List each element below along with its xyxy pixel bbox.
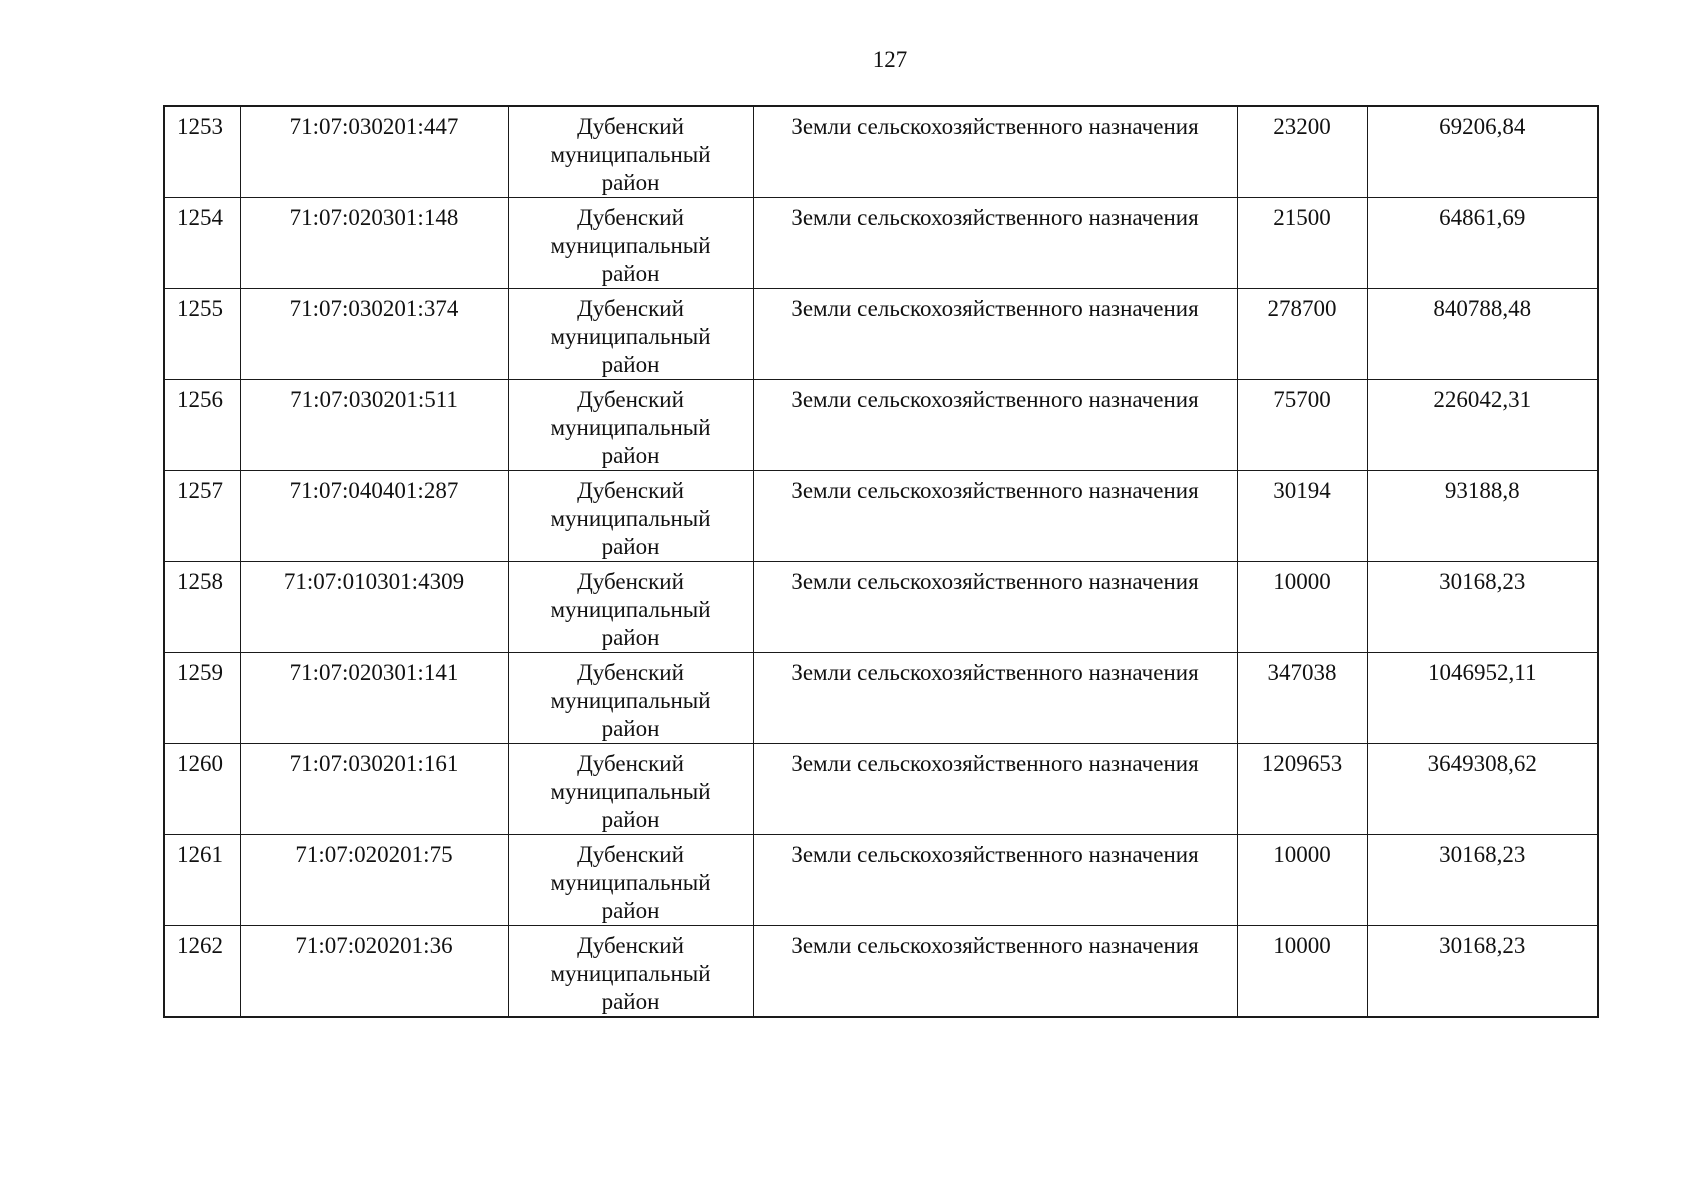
row-number-cell: 1254 — [164, 198, 240, 289]
row-number-cell: 1261 — [164, 835, 240, 926]
district-line: муниципальный — [550, 324, 711, 349]
row-number-cell: 1259 — [164, 653, 240, 744]
row-number-cell: 1255 — [164, 289, 240, 380]
row-number-cell: 1257 — [164, 471, 240, 562]
cadastral-value-cell: 840788,48 — [1367, 289, 1598, 380]
table-row — [164, 106, 1598, 198]
table-body — [164, 106, 1598, 1017]
row-number-cell: 1258 — [164, 562, 240, 653]
cadastral-value-cell: 64861,69 — [1367, 198, 1598, 289]
area-cell: 10000 — [1237, 835, 1367, 926]
land-plots-table — [163, 105, 1599, 1018]
area-cell: 347038 — [1237, 653, 1367, 744]
district-cell — [508, 106, 753, 198]
district-line: муниципальный — [550, 142, 711, 167]
cadastral-number-cell: 71:07:030201:161 — [240, 744, 508, 835]
district-line: Дубенский — [577, 205, 684, 230]
cadastral-number-cell: 71:07:030201:374 — [240, 289, 508, 380]
area-cell: 23200 — [1237, 106, 1367, 198]
page-number: 127 — [872, 47, 908, 72]
land-category-cell: Земли сельскохозяйственного назначения — [753, 926, 1237, 1018]
table-row — [164, 835, 1598, 926]
land-category-cell: Земли сельскохозяйственного назначения — [753, 289, 1237, 380]
district-cell — [508, 380, 753, 471]
district-line: муниципальный — [550, 870, 711, 895]
district-line: муниципальный — [550, 415, 711, 440]
area-cell: 278700 — [1237, 289, 1367, 380]
row-number-cell: 1260 — [164, 744, 240, 835]
table-row — [164, 380, 1598, 471]
district-line: район — [601, 261, 660, 286]
cadastral-value-cell: 30168,23 — [1367, 562, 1598, 653]
district-line: Дубенский — [577, 296, 684, 321]
district-line: район — [601, 352, 660, 377]
district-cell — [508, 744, 753, 835]
land-category-cell: Земли сельскохозяйственного назначения — [753, 198, 1237, 289]
cadastral-number-cell: 71:07:020301:148 — [240, 198, 508, 289]
district-cell — [508, 926, 753, 1018]
district-line: Дубенский — [577, 842, 684, 867]
land-category-cell: Земли сельскохозяйственного назначения — [753, 471, 1237, 562]
table-row — [164, 471, 1598, 562]
district-line: Дубенский — [577, 569, 684, 594]
row-number-cell: 1262 — [164, 926, 240, 1018]
area-cell: 10000 — [1237, 926, 1367, 1018]
district-line: Дубенский — [577, 114, 684, 139]
table-row — [164, 653, 1598, 744]
cadastral-number-cell: 71:07:020301:141 — [240, 653, 508, 744]
land-category-cell: Земли сельскохозяйственного назначения — [753, 653, 1237, 744]
area-cell: 75700 — [1237, 380, 1367, 471]
district-line: район — [601, 716, 660, 741]
cadastral-value-cell: 3649308,62 — [1367, 744, 1598, 835]
area-cell: 30194 — [1237, 471, 1367, 562]
cadastral-value-cell: 30168,23 — [1367, 835, 1598, 926]
land-category-cell: Земли сельскохозяйственного назначения — [753, 380, 1237, 471]
row-number-cell: 1256 — [164, 380, 240, 471]
district-line: район — [601, 625, 660, 650]
cadastral-value-cell: 1046952,11 — [1367, 653, 1598, 744]
cadastral-value-cell: 93188,8 — [1367, 471, 1598, 562]
district-line: район — [601, 807, 660, 832]
row-number-cell: 1253 — [164, 106, 240, 198]
district-cell — [508, 471, 753, 562]
district-cell — [508, 198, 753, 289]
district-line: муниципальный — [550, 688, 711, 713]
district-line: район — [601, 443, 660, 468]
district-line: район — [601, 170, 660, 195]
area-cell: 21500 — [1237, 198, 1367, 289]
district-line: Дубенский — [577, 387, 684, 412]
cadastral-number-cell: 71:07:020201:36 — [240, 926, 508, 1018]
district-line: район — [601, 534, 660, 559]
cadastral-number-cell: 71:07:030201:511 — [240, 380, 508, 471]
district-line: Дубенский — [577, 478, 684, 503]
cadastral-value-cell: 226042,31 — [1367, 380, 1598, 471]
district-line: муниципальный — [550, 779, 711, 804]
district-line: район — [601, 898, 660, 923]
district-cell — [508, 289, 753, 380]
table-row — [164, 744, 1598, 835]
cadastral-value-cell: 69206,84 — [1367, 106, 1598, 198]
district-line: Дубенский — [577, 751, 684, 776]
land-category-cell: Земли сельскохозяйственного назначения — [753, 106, 1237, 198]
cadastral-number-cell: 71:07:010301:4309 — [240, 562, 508, 653]
table-row — [164, 198, 1598, 289]
district-cell — [508, 835, 753, 926]
land-category-cell: Земли сельскохозяйственного назначения — [753, 744, 1237, 835]
land-category-cell: Земли сельскохозяйственного назначения — [753, 562, 1237, 653]
cadastral-value-cell: 30168,23 — [1367, 926, 1598, 1018]
district-line: муниципальный — [550, 961, 711, 986]
area-cell: 1209653 — [1237, 744, 1367, 835]
cadastral-number-cell: 71:07:040401:287 — [240, 471, 508, 562]
district-line: Дубенский — [577, 660, 684, 685]
cadastral-number-cell: 71:07:030201:447 — [240, 106, 508, 198]
area-cell: 10000 — [1237, 562, 1367, 653]
land-category-cell: Земли сельскохозяйственного назначения — [753, 835, 1237, 926]
table-row — [164, 562, 1598, 653]
district-line: муниципальный — [550, 506, 711, 531]
district-line: муниципальный — [550, 597, 711, 622]
table-row — [164, 289, 1598, 380]
cadastral-number-cell: 71:07:020201:75 — [240, 835, 508, 926]
district-line: район — [601, 989, 660, 1014]
table-row — [164, 926, 1598, 1018]
district-line: муниципальный — [550, 233, 711, 258]
district-line: Дубенский — [577, 933, 684, 958]
district-cell — [508, 653, 753, 744]
district-cell — [508, 562, 753, 653]
